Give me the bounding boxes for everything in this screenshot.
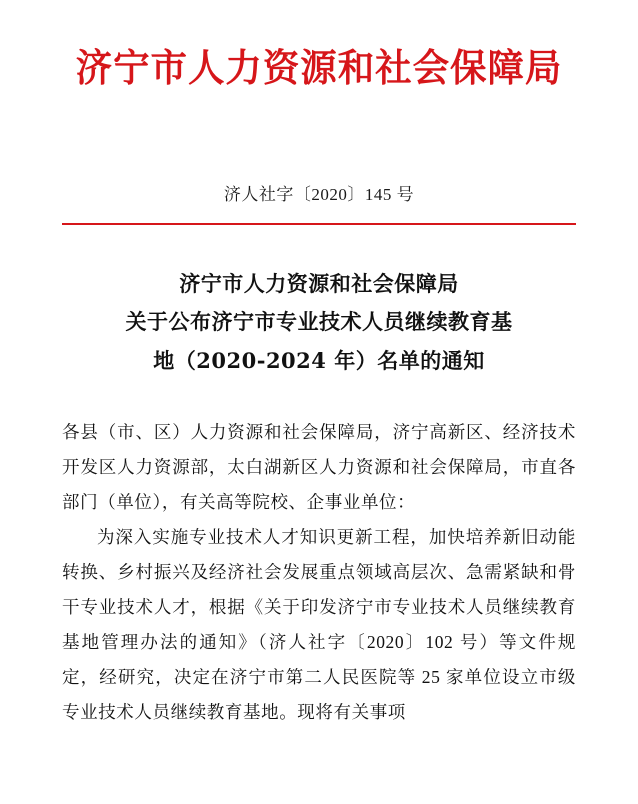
body-paragraph-addressees: 各县（市、区）人力资源和社会保障局，济宁高新区、经济技术开发区人力资源部，太白湖新区人力资源和社会保障局，市直各部门（单位），有关高等院校、企事业单位： bbox=[62, 422, 576, 513]
document-title-line-2: 关于公布济宁市专业技术人员继续教育基 bbox=[125, 309, 513, 335]
red-divider-rule bbox=[62, 223, 576, 225]
document-title bbox=[62, 265, 576, 382]
body-paragraph-main: 为深入实施专业技术人才知识更新工程，加快培养新旧动能转换、乡村振兴及经济社会发展重点领域高层次、急需紧缺和骨干专业技术人才，根据《关于印发济宁市专业技术人员继续教育基地管理办法的通知》（济人社字〔2020〕102 号）等文件规定，经研究，决定在济宁市第二人民医院等 25 家单位设立市级专业技术人员继续教育基地。现将有关事项 bbox=[62, 527, 576, 723]
document-title-line-3: 地（2020-2024 年）名单的通知 bbox=[153, 348, 485, 374]
document-masthead-title: 济宁市人力资源和社会保障局 bbox=[75, 45, 563, 90]
document-title-line-1: 济宁市人力资源和社会保障局 bbox=[179, 270, 459, 296]
document-body bbox=[62, 415, 576, 730]
document-number: 济人社字〔2020〕145 号 bbox=[223, 184, 415, 204]
document-page bbox=[0, 44, 638, 804]
